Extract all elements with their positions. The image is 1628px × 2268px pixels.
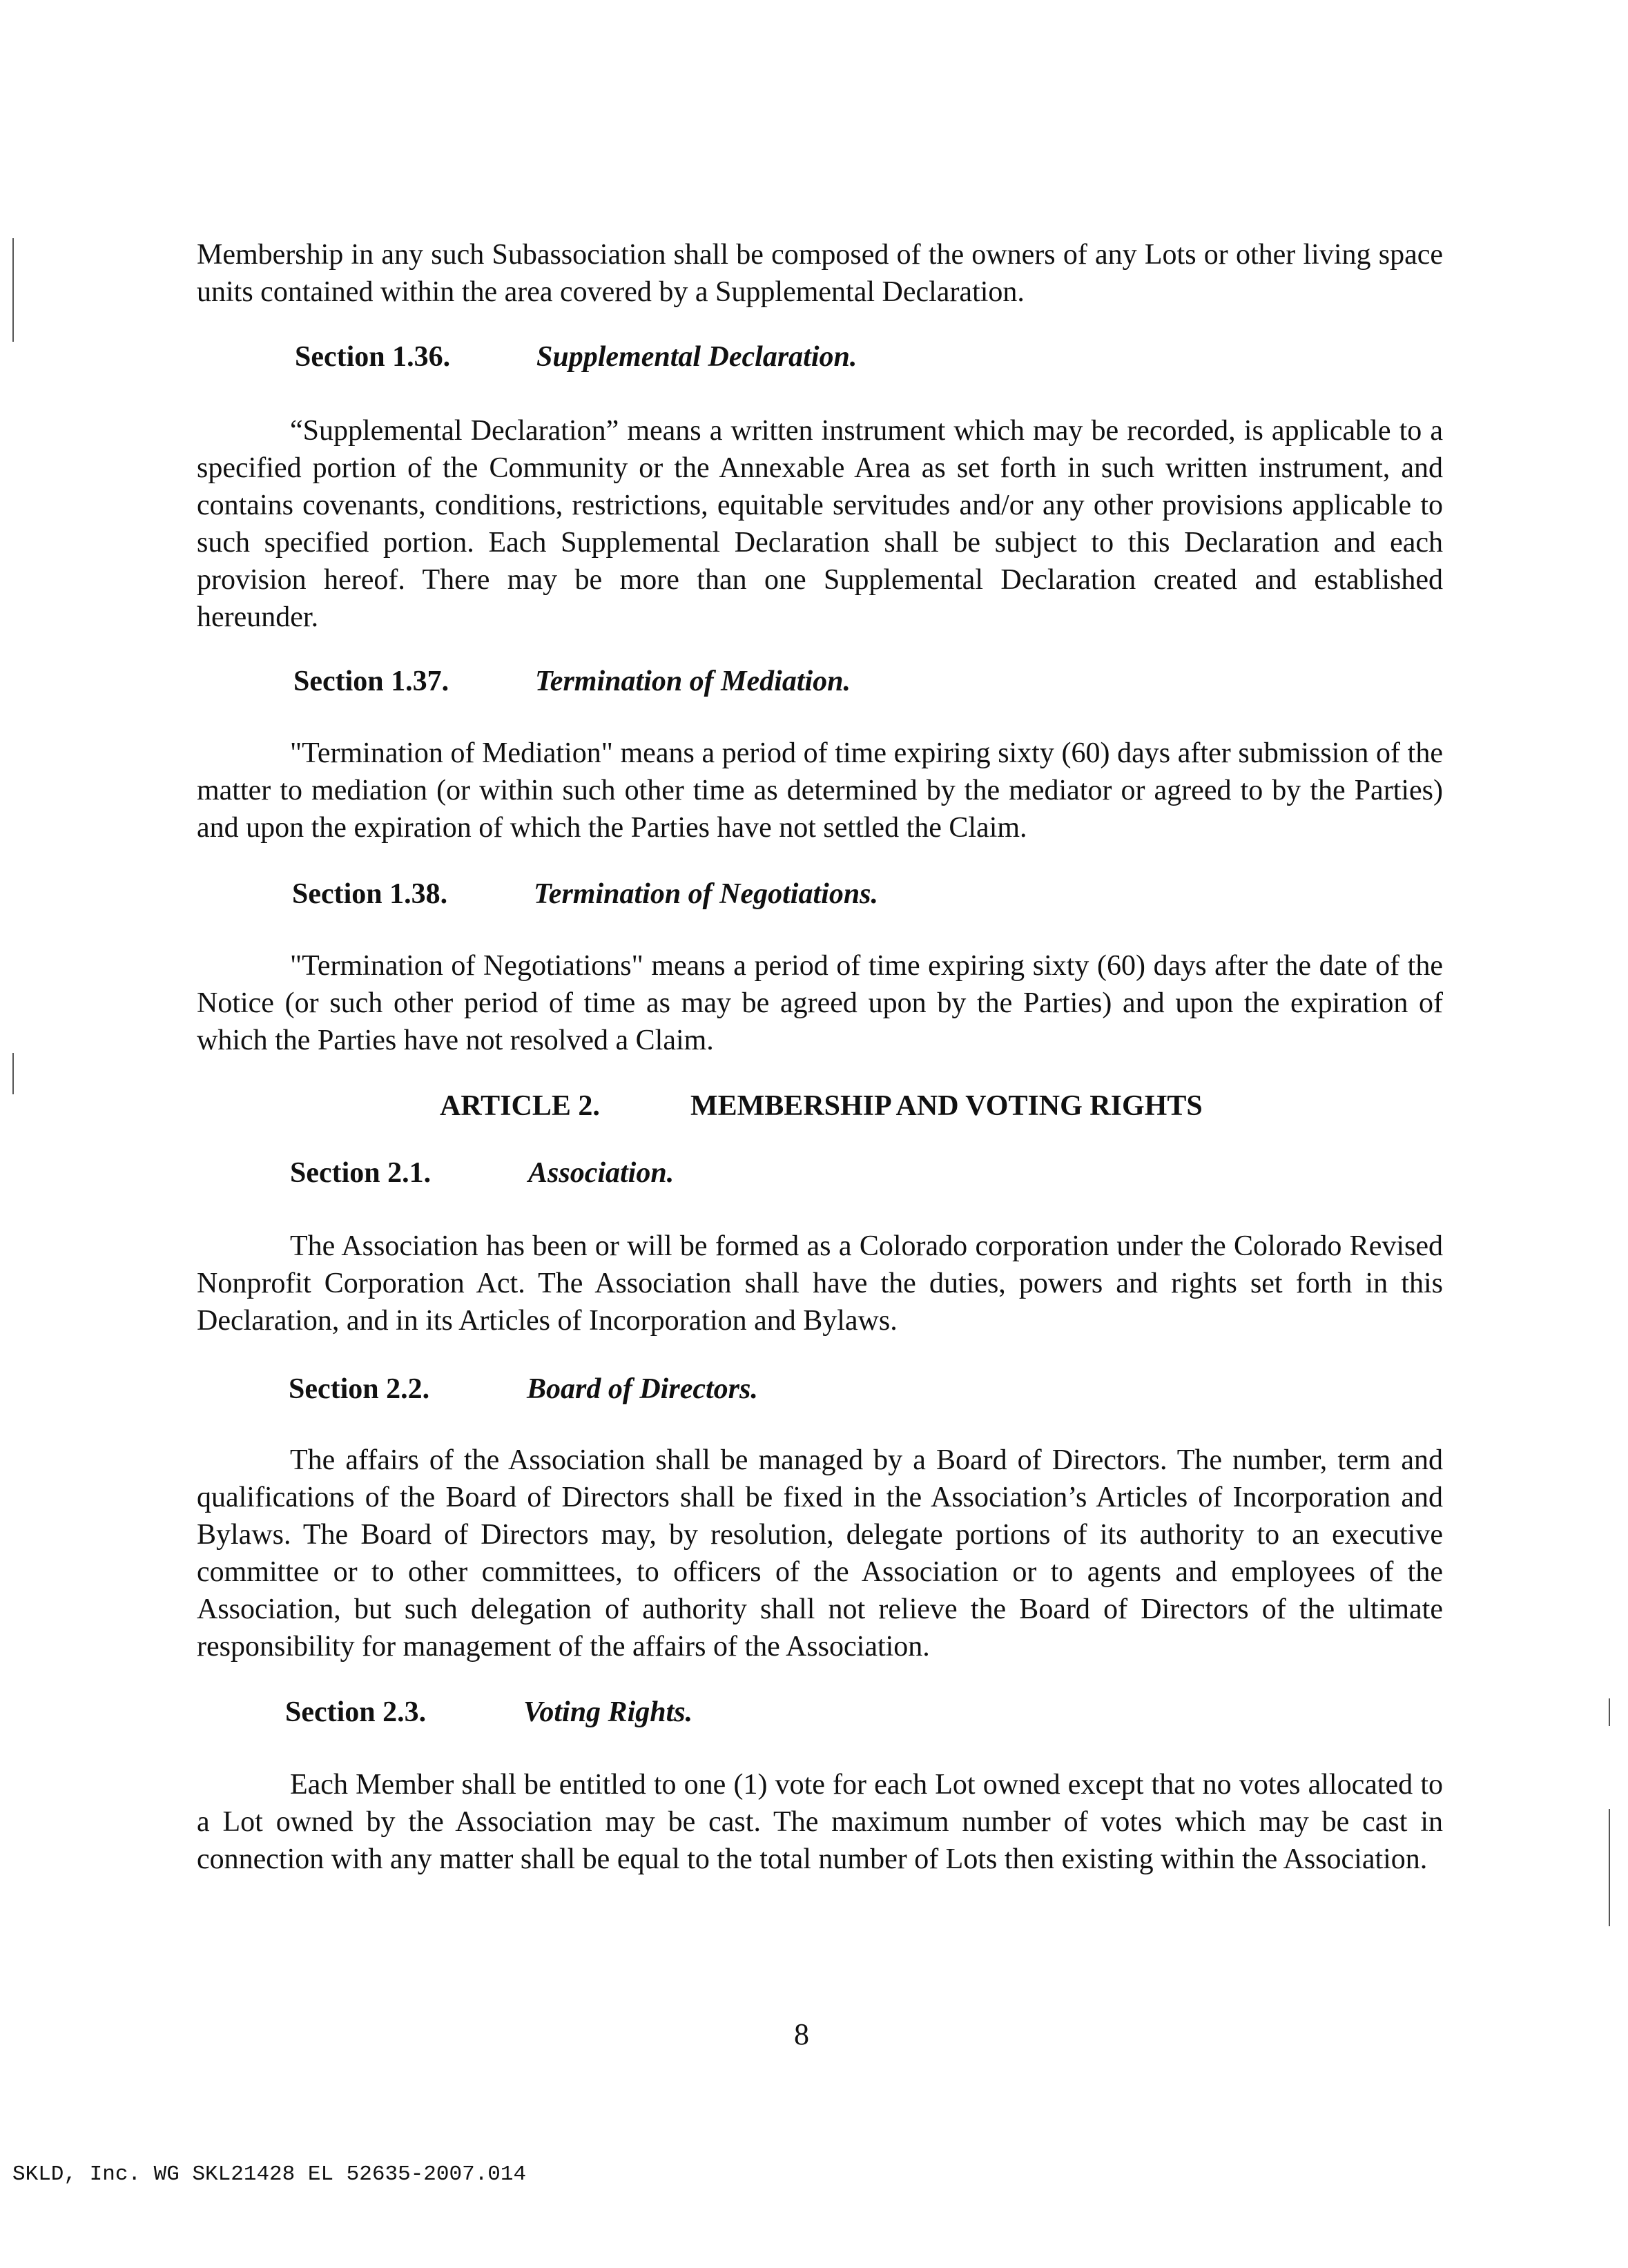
section-title: Supplemental Declaration. (536, 341, 857, 373)
article-title: MEMBERSHIP AND VOTING RIGHTS (690, 1090, 1203, 1122)
section-text: "Termination of Negotiations" means a period of time expiring sixty (60) days after the date of the Notice (or such other period of time as may be agreed upon by the Parties) and upon the expiration of which the Parties have not resolved a Claim. (197, 950, 1443, 1056)
section-title: Voting Rights. (523, 1696, 693, 1728)
section-text: “Supplemental Declaration” means a written instrument which may be recorded, is applicable to a specified portion of the Community or the Annexable Area as set forth in such written instrument, and contains covenants, conditions, restrictions, equitable servitudes and/or any other provisions applicable to such specified portion. Each Supplemental Declaration shall be subject to this Declaration and each provision hereof. There may be more than one Supplemental Declaration created and established hereunder. (197, 415, 1443, 633)
section-number: Section 1.38. (292, 878, 448, 910)
section-number: Section 2.3. (285, 1696, 427, 1728)
section-number: Section 1.36. (295, 341, 451, 373)
section-text: The Association has been or will be formed as a Colorado corporation under the Colorado Revised Nonprofit Corporation Act. The Association shall have the duties, powers and rights set forth in this Declaration, and in its Articles of Incorporation and Bylaws. (197, 1230, 1443, 1337)
section-title: Board of Directors. (527, 1373, 758, 1405)
section-number: Section 1.37. (293, 666, 449, 697)
section-title: Termination of Negotiations. (534, 878, 879, 910)
article-number: ARTICLE 2. (440, 1090, 600, 1122)
section-title: Termination of Mediation. (535, 666, 851, 697)
section-number: Section 2.2. (289, 1373, 430, 1405)
right-margin-mark (1609, 1698, 1610, 1726)
section-title: Association. (528, 1157, 675, 1189)
section-text: "Termination of Mediation" means a period of time expiring sixty (60) days after submission of the matter to mediation (or within such other time as determined by the mediator or agreed to by the Parties) and upon the expiration of which the Parties have not settled the Claim. (197, 737, 1443, 844)
left-margin-mark (12, 238, 14, 342)
section-text: Each Member shall be entitled to one (1) vote for each Lot owned except that no votes allocated to a Lot owned by the Association may be cast. The maximum number of votes which may be cast in connection with any matter shall be equal to the total number of Lots then existing within the Association. (197, 1769, 1443, 1875)
section-number: Section 2.1. (290, 1157, 432, 1189)
left-margin-mark (12, 1053, 14, 1094)
intro-paragraph: Membership in any such Subassociation shall be composed of the owners of any Lots or other living space units contained within the area covered by a Supplemental Declaration. (197, 239, 1443, 308)
section-text: The affairs of the Association shall be managed by a Board of Directors. The number, term and qualifications of the Board of Directors shall be fixed in the Association’s Articles of Incorporation and Bylaws. The Board of Directors may, by resolution, delegate portions of its authority to an executive committee or to other committees, to officers of the Association or to agents and employees of the Association, but such delegation of authority shall not relieve the Board of Directors of the ultimate responsibility for management of the affairs of the Association. (197, 1444, 1443, 1663)
page-number: 8 (794, 2017, 809, 2051)
footer-document-id: SKLD, Inc. WG SKL21428 EL 52635-2007.014 (12, 2162, 527, 2187)
right-margin-mark (1609, 1809, 1610, 1926)
